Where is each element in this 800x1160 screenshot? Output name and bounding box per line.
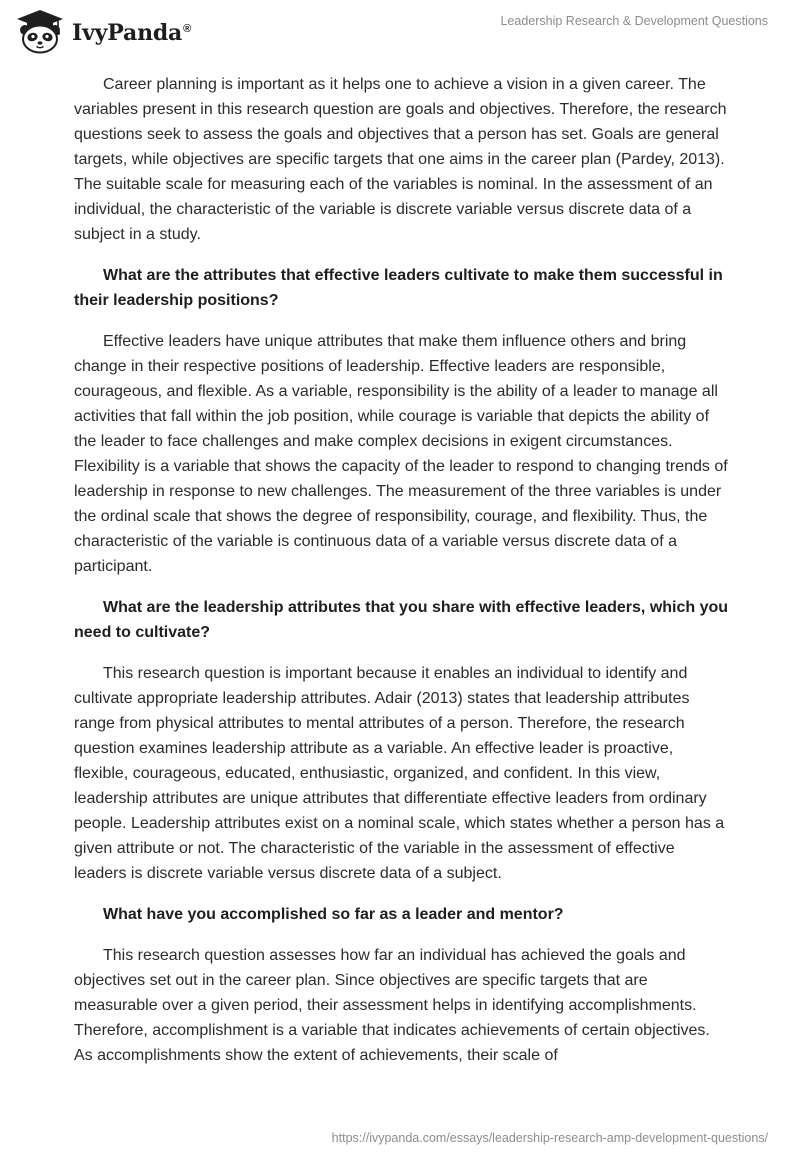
essay-body bbox=[74, 72, 730, 1084]
source-url[interactable]: https://ivypanda.com/essays/leadership-research-amp-development-questions/ bbox=[331, 1131, 768, 1145]
question-heading-accomplishments: What have you accomplished so far as a leader and mentor? bbox=[103, 906, 564, 923]
question-heading-shared-attributes: What are the leadership attributes that you share with effective leaders, which you need to cultivate? bbox=[74, 599, 729, 641]
paragraph-effective-leaders: Effective leaders have unique attributes that make them influence others and bring change in their respective positions of leadership. Effective leaders are responsible, courageous, and flexible. As a variable, responsibility is the ability of a leader to manage all activities that fall within the job position, while courage is variable that depicts the ability of the leader to face challenges and make complex decisions in exigent circumstances. Flexibility is a variable that shows the capacity of the leader to respond to changing trends of leadership in response to new challenges. The measurement of the three variables is under the ordinal scale that shows the degree of responsibility, courage, and flexibility. Thus, the characteristic of the variable is continuous data of a variable versus discrete data of a participant. bbox=[74, 333, 728, 575]
page-header bbox=[0, 0, 800, 60]
question-heading-attributes: What are the attributes that effective leaders cultivate to make them successful in their leadership positions? bbox=[74, 267, 723, 309]
registered-mark: ® bbox=[183, 22, 192, 35]
paragraph-career-planning: Career planning is important as it helps one to achieve a vision in a given career. The variables present in this research question are goals and objectives. Therefore, the research questions seek to assess the goals and objectives that a person has set. Goals are general targets, while objectives are specific targets that one aims in the career plan (Pardey, 2013). The suitable scale for measuring each of the variables is nominal. In the assessment of an individual, the characteristic of the variable is discrete variable versus discrete data of a subject in a study. bbox=[74, 76, 727, 243]
panda-graduate-icon bbox=[14, 8, 66, 54]
logo-wordmark bbox=[72, 20, 191, 46]
logo-name: IvyPanda bbox=[72, 20, 183, 46]
document-title: Leadership Research & Development Questions bbox=[500, 14, 768, 28]
paragraph-accomplishments: This research question assesses how far an individual has achieved the goals and objectives set out in the career plan. Since objectives are specific targets that are measurable over a given period, their assessment helps in identifying accomplishments. Therefore, accomplishment is a variable that indicates achievements of certain objectives. As accomplishments show the extent of achievements, their scale of bbox=[74, 947, 710, 1064]
paragraph-leadership-attributes: This research question is important because it enables an individual to identify and cultivate appropriate leadership attributes. Adair (2013) states that leadership attributes range from physical attributes to mental attributes of a person. Therefore, the research question examines leadership attribute as a variable. An effective leader is proactive, flexible, courageous, educated, enthusiastic, organized, and confident. In this view, leadership attributes are unique attributes that differentiate effective leaders from ordinary people. Leadership attributes exist on a nominal scale, which states whether a person has a given attribute or not. The characteristic of the variable in the assessment of effective leaders is discrete variable versus discrete data of a subject. bbox=[74, 665, 725, 882]
ivypanda-logo[interactable] bbox=[14, 8, 191, 54]
